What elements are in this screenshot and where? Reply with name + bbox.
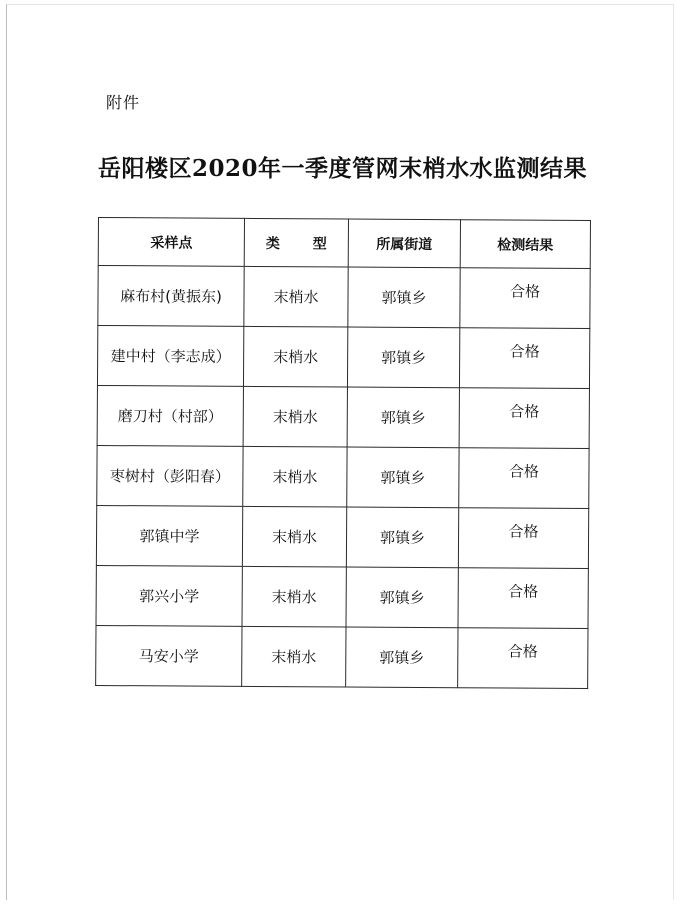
cell-site: 马安小学: [96, 625, 242, 686]
header-street: 所属街道: [348, 219, 460, 268]
header-type: 类 型: [244, 218, 348, 267]
cell-type: 末梢水: [243, 326, 347, 387]
cell-street: 郭镇乡: [346, 567, 458, 628]
cell-street: 郭镇乡: [347, 447, 459, 508]
results-table: [95, 217, 591, 689]
cell-result: 合格: [458, 568, 588, 629]
table-row: [98, 266, 590, 329]
cell-result: 合格: [458, 508, 588, 569]
cell-type: 末梢水: [242, 626, 346, 687]
cell-site: 枣树村（彭阳春）: [97, 445, 243, 506]
table-header-row: [98, 218, 590, 269]
cell-type: 末梢水: [242, 566, 346, 627]
table-row: [97, 385, 589, 448]
cell-type: 末梢水: [243, 386, 347, 447]
cell-result: 合格: [459, 448, 589, 509]
cell-result: 合格: [460, 268, 590, 329]
cell-site: 郭镇中学: [96, 505, 242, 566]
cell-site: 建中村（李志成）: [97, 326, 243, 387]
table-row: [96, 505, 588, 568]
cell-street: 郭镇乡: [346, 507, 458, 568]
cell-type: 末梢水: [242, 506, 346, 567]
cell-result: 合格: [459, 388, 589, 449]
header-site: 采样点: [98, 218, 244, 267]
document-title: 岳阳楼区2020年一季度管网末梢水水监测结果: [98, 155, 588, 182]
cell-street: 郭镇乡: [347, 327, 459, 388]
table-row: [97, 445, 589, 508]
cell-site: 郭兴小学: [96, 565, 242, 626]
table-row: [96, 565, 588, 628]
table-row: [96, 625, 588, 688]
table-row: [97, 326, 589, 389]
cell-site: 磨刀村（村部）: [97, 385, 243, 446]
attachment-label: 附件: [106, 93, 141, 112]
cell-result: 合格: [459, 328, 589, 389]
header-result: 检测结果: [460, 220, 590, 269]
cell-type: 末梢水: [244, 266, 348, 327]
cell-street: 郭镇乡: [348, 267, 460, 328]
cell-site: 麻布村(黄振东): [98, 266, 244, 327]
cell-type: 末梢水: [243, 446, 347, 507]
cell-result: 合格: [458, 628, 588, 689]
cell-street: 郭镇乡: [347, 387, 459, 448]
cell-street: 郭镇乡: [346, 627, 458, 688]
